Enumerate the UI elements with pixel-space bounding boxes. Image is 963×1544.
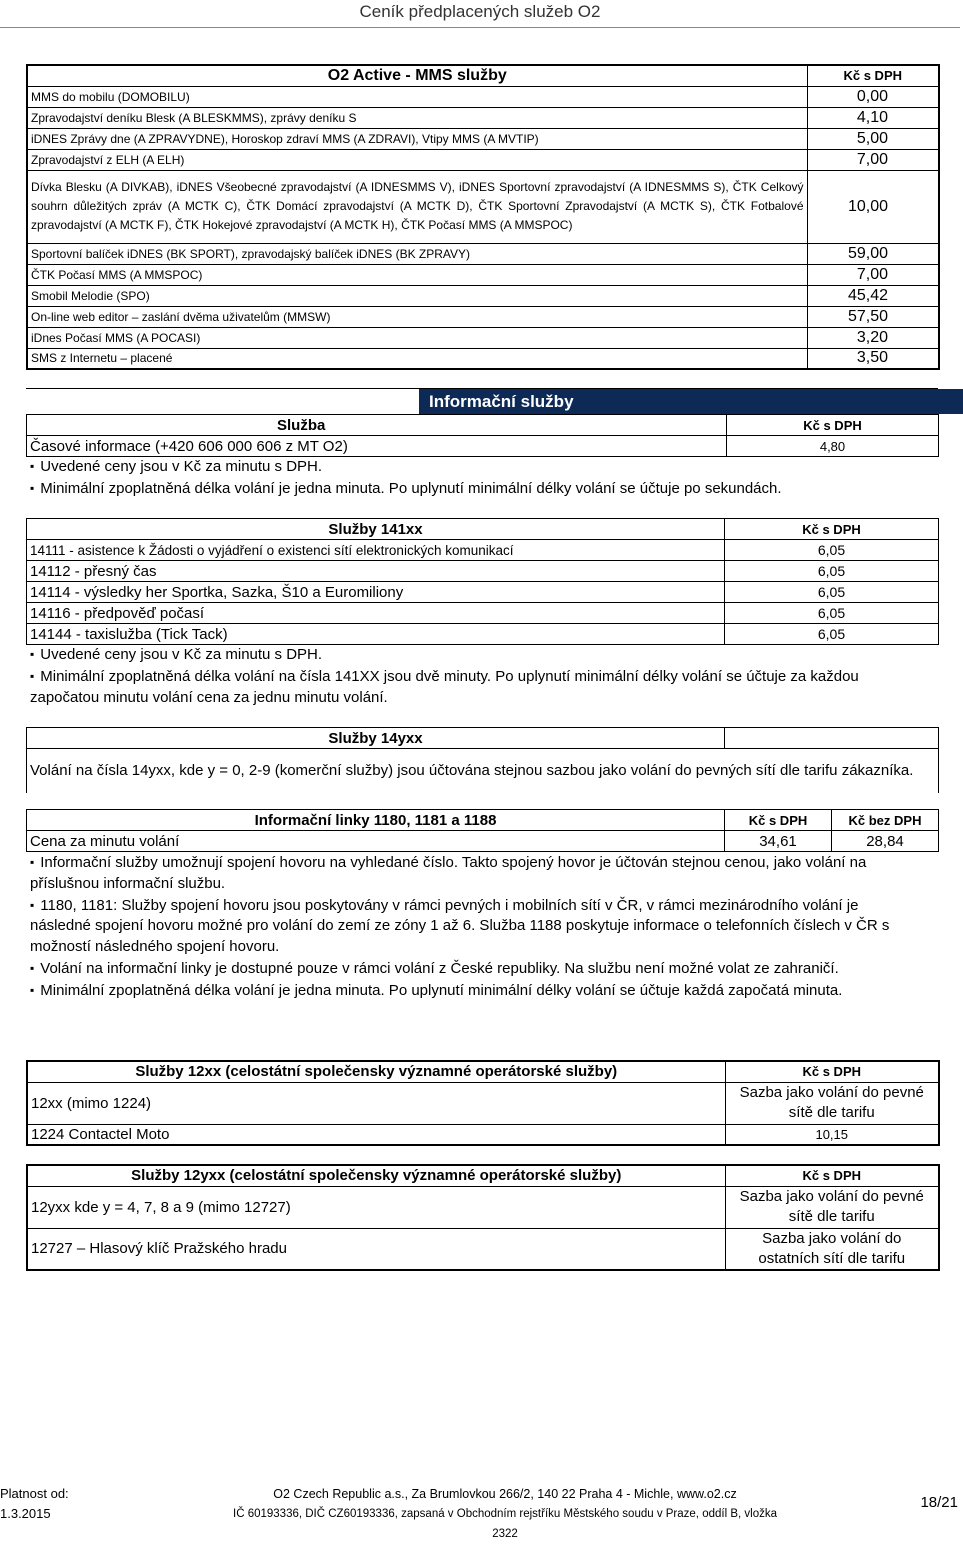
validity-date: 1.3.2015: [0, 1506, 51, 1521]
table-row: [27, 285, 939, 306]
service-column-header: Služba: [27, 415, 727, 436]
service-price: 57,50: [807, 306, 939, 327]
service-price: 3,20: [807, 327, 939, 348]
note-item: ▪ Minimální zpoplatněná délka volání je jedna minuta. Po uplynutí minimální délky volání se účtuje po sekundách.: [30, 478, 920, 500]
service-price: 0,00: [807, 86, 939, 107]
table-row: [27, 582, 939, 603]
service-price: 4,80: [727, 436, 939, 457]
service-label: 12xx (mimo 1224): [27, 1082, 725, 1124]
price-column-header: Kč s DPH: [807, 65, 939, 86]
note-item: ▪ Minimální zpoplatněná délka volání na čísla 141XX jsou dvě minuty. Po uplynutí minimální délky volání se účtuje za každou započatou minutu volání cena za jednu minutu volání.: [30, 666, 920, 709]
mms-services-table: [26, 64, 940, 370]
services-141xx-table: [26, 518, 939, 645]
service-price: Sazba jako volání do ostatních sítí dle tarifu: [725, 1228, 939, 1270]
note-item: ▪ Volání na informační linky je dostupné pouze v rámci volání z České republiky. Na službu není možné volat ze zahraničí.: [30, 958, 920, 980]
validity-label: Platnost od:: [0, 1486, 69, 1501]
table-row: [27, 749, 939, 793]
service-price: 6,05: [725, 540, 939, 561]
service-label: 14111 - asistence k Žádosti o vyjádření o existenci sítí elektronických komunikací: [27, 540, 725, 561]
service-price: 59,00: [807, 243, 939, 264]
table-header-row: [27, 65, 939, 86]
table-row: [27, 624, 939, 645]
service-label: 14116 - předpověď počasí: [27, 603, 725, 624]
table-row: [27, 86, 939, 107]
note-item: ▪ Uvedené ceny jsou v Kč za minutu s DPH.: [30, 456, 920, 478]
services-14yxx-title: Služby 14yxx: [27, 728, 725, 749]
info-lines-title: Informační linky 1180, 1181 a 1188: [27, 810, 725, 831]
services-141xx-notes: [30, 644, 920, 708]
table-row: [27, 831, 939, 852]
service-price: 4,10: [807, 107, 939, 128]
table-row: [27, 540, 939, 561]
info-lines-notes: [30, 852, 920, 1002]
validity-block: [0, 1484, 69, 1524]
service-price: 10,00: [807, 170, 939, 243]
table-row: [27, 603, 939, 624]
services-141xx-title: Služby 141xx: [27, 519, 725, 540]
table-header-row: [27, 810, 939, 831]
table-row: [27, 1186, 939, 1228]
page-header: Ceník předplacených služeb O2: [359, 2, 601, 21]
table-row: [27, 327, 939, 348]
price-with-vat-header: Kč s DPH: [725, 810, 832, 831]
info-lines-table: [26, 809, 939, 852]
service-price: 45,42: [807, 285, 939, 306]
info-services-band: [26, 388, 938, 414]
mms-table-title: O2 Active - MMS služby: [27, 65, 807, 86]
services-14yxx-text: Volání na čísla 14yxx, kde y = 0, 2-9 (komerční služby) jsou účtována stejnou sazbou jako volání do pevných sítí dle tarifu zákazníka.: [27, 749, 939, 793]
table-header-row: [27, 1061, 939, 1082]
table-row: [27, 264, 939, 285]
service-label: 1224 Contactel Moto: [27, 1124, 725, 1145]
note-item: ▪ Uvedené ceny jsou v Kč za minutu s DPH.: [30, 644, 920, 666]
service-label: 12yxx kde y = 4, 7, 8 a 9 (mimo 12727): [27, 1186, 725, 1228]
price-without-vat-header: Kč bez DPH: [832, 810, 939, 831]
service-label: iDnes Počasí MMS (A POCASI): [27, 327, 807, 348]
service-price: Sazba jako volání do pevné sítě dle tarifu: [725, 1082, 939, 1124]
info-services-title: Informační služby: [419, 389, 963, 414]
service-label: Zpravodajství deníku Blesk (A BLESKMMS), zprávy deníku S: [27, 107, 807, 128]
table-row: [27, 107, 939, 128]
service-label: 12727 – Hlasový klíč Pražského hradu: [27, 1228, 725, 1270]
empty-header-cell: [725, 728, 939, 749]
table-row: [27, 1124, 939, 1145]
service-label: Sportovní balíček iDNES (BK SPORT), zpravodajský balíček iDNES (BK ZPRAVY): [27, 243, 807, 264]
service-price: Sazba jako volání do pevné sítě dle tarifu: [725, 1186, 939, 1228]
price-column-header: Kč s DPH: [727, 415, 939, 436]
service-price: 6,05: [725, 603, 939, 624]
table-row: [27, 170, 939, 243]
services-12yxx-title: Služby 12yxx (celostátní společensky významné operátorské služby): [27, 1165, 725, 1186]
company-address: O2 Czech Republic a.s., Za Brumlovkou 266/2, 140 22 Praha 4 - Michle, www.o2.cz: [273, 1487, 737, 1501]
service-price: 10,15: [725, 1124, 939, 1145]
service-label: On-line web editor – zaslání dvěma uživatelům (MMSW): [27, 306, 807, 327]
service-price: 7,00: [807, 264, 939, 285]
table-header-row: [27, 415, 939, 436]
service-label: MMS do mobilu (DOMOBILU): [27, 86, 807, 107]
service-label: 14112 - přesný čas: [27, 561, 725, 582]
company-info: [230, 1484, 780, 1544]
service-price: 7,00: [807, 149, 939, 170]
table-header-row: [27, 728, 939, 749]
service-price: 5,00: [807, 128, 939, 149]
services-12xx-title: Služby 12xx (celostátní společensky významné operátorské služby): [27, 1061, 725, 1082]
note-item: ▪ Minimální zpoplatněná délka volání je jedna minuta. Po uplynutí minimální délky volání se účtuje každá započatá minuta.: [30, 980, 920, 1002]
service-label: iDNES Zprávy dne (A ZPRAVYDNE), Horoskop zdraví MMS (A ZDRAVI), Vtipy MMS (A MVTIP): [27, 128, 807, 149]
table-row: [27, 128, 939, 149]
table-row: [27, 348, 939, 369]
service-label: ČTK Počasí MMS (A MMSPOC): [27, 264, 807, 285]
page-number: 18/21: [920, 1494, 958, 1511]
table-header-row: [27, 519, 939, 540]
service-price: 6,05: [725, 582, 939, 603]
header-divider: [0, 27, 960, 28]
service-label: 14114 - výsledky her Sportka, Sazka, Š10 a Euromiliony: [27, 582, 725, 603]
services-12xx-table: [26, 1060, 940, 1146]
service-price: 3,50: [807, 348, 939, 369]
price-column-header: Kč s DPH: [725, 1165, 939, 1186]
table-row: [27, 1228, 939, 1270]
table-row: [27, 243, 939, 264]
note-item: ▪ Informační služby umožnují spojení hovoru na vyhledané číslo. Takto spojený hovor je účtován stejnou cenou, jako volání na příslušnou informační službu.: [30, 852, 920, 895]
price-without-vat: 28,84: [832, 831, 939, 852]
price-with-vat: 34,61: [725, 831, 832, 852]
service-price: 6,05: [725, 624, 939, 645]
table-row: [27, 149, 939, 170]
service-label: Smobil Melodie (SPO): [27, 285, 807, 306]
service-label: Dívka Blesku (A DIVKAB), iDNES Všeobecné zpravodajství (A IDNESMMS V), iDNES Sportovní zpravodajství (A IDNESMMS S), ČTK Celkový souhrn důležitých zpráv (A MCTK C), ČTK Domácí zpravodajství (A MCTK D), ČTK Sportovní Zpravodajství (A MCTK S), ČTK Fotbalové zpravodajství (A MCTK F), ČTK Hokejové zpravodajství (A MCTK H), ČTK Počasí MMS (A MMSPOC): [27, 170, 807, 243]
price-column-header: Kč s DPH: [725, 519, 939, 540]
info-services-table: [26, 414, 939, 457]
service-label: SMS z Internetu – placené: [27, 348, 807, 369]
table-row: [27, 561, 939, 582]
company-registration: IČ 60193336, DIČ CZ60193336, zapsaná v Obchodním rejstříku Městského soudu v Praze, oddíl B, vložka 2322: [233, 1508, 777, 1540]
service-label: Časové informace (+420 606 000 606 z MT O2): [27, 436, 727, 457]
services-12yxx-table: [26, 1164, 940, 1271]
service-label: Zpravodajství z ELH (A ELH): [27, 149, 807, 170]
service-label: Cena za minutu volání: [27, 831, 725, 852]
table-row: [27, 1082, 939, 1124]
table-header-row: [27, 1165, 939, 1186]
service-label: 14144 - taxislužba (Tick Tack): [27, 624, 725, 645]
note-item: ▪ 1180, 1181: Služby spojení hovoru jsou poskytovány v rámci pevných i mobilních sítí v ČR, v rámci mezinárodního volání je následné spojení hovoru možné pro volání do zemí ze zóny 1 až 6. Služba 1188 poskytuje informace o telefonních číslech v ČR s možností následného spojení hovoru.: [30, 895, 920, 958]
price-column-header: Kč s DPH: [725, 1061, 939, 1082]
service-price: 6,05: [725, 561, 939, 582]
services-14yxx-table: [26, 727, 939, 793]
table-row: [27, 306, 939, 327]
info-notes: [30, 456, 920, 500]
table-row: [27, 436, 939, 457]
